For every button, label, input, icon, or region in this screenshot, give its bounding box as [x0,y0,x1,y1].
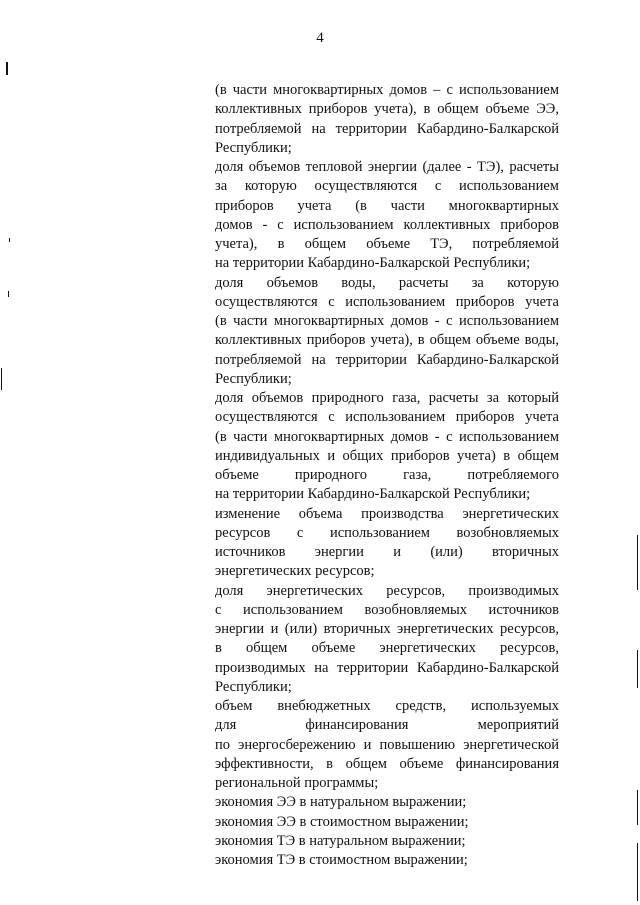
text-line: учета), в общем объеме ТЭ, потребляемой [215,236,559,252]
scan-mark [637,843,638,901]
text-line: Республики; [215,139,292,156]
text-line: экономия ТЭ в стоимостном выражении; [215,852,468,868]
text-line: осуществляются с использованием приборов учета [215,293,559,310]
text-line: домов - с использованием коллективных приборов [215,216,559,233]
scan-mark [1,368,2,390]
text-line: приборов учета (в части многоквартирных [215,197,559,214]
text-line: доля объемов природного газа, расчеты за который [215,390,559,406]
text-line: (в части многоквартирных домов – с использованием [215,82,559,98]
text-line: экономия ТЭ в натуральном выражении; [215,832,466,849]
scan-mark [8,291,9,297]
text-line: производимых на территории Кабардино-Балкарской [215,659,559,676]
scan-mark [637,535,638,590]
text-line: региональной программы; [215,775,379,791]
text-line: по энергосбережению и повышению энергетической [215,736,559,753]
text-line: экономия ЭЭ в натуральном выражении; [215,794,467,811]
text-line: (в части многоквартирных домов - с использованием [215,313,559,329]
text-line: Республики; [215,370,292,387]
scan-mark [637,790,638,825]
text-line: эффективности, в общем объеме финансирования [215,755,559,772]
scan-mark [637,650,638,688]
text-line: осуществляются с использованием приборов учета [215,409,559,426]
text-line: энергетических ресурсов; [215,563,375,580]
text-line: (в части многоквартирных домов - с использованием [215,428,559,445]
text-line: на территории Кабардино-Балкарской Республики; [215,255,531,272]
text-line: с использованием возобновляемых источников [215,601,559,618]
text-line: ресурсов с использованием возобновляемых [215,524,559,541]
text-line: за которую осуществляются с использованием [215,178,559,195]
text-line: доля объемов тепловой энергии (далее - ТЭ), расчеты [215,159,559,175]
text-line: на территории Кабардино-Балкарской Республики; [215,486,531,503]
text-line: доля объемов воды, расчеты за которую [215,274,559,291]
text-line: потребляемой на территории Кабардино-Балкарской [215,351,559,368]
scan-mark [6,62,8,75]
text-line: объем внебюджетных средств, используемых [215,698,559,714]
text-line: для финансирования мероприятий [215,717,559,734]
text-line: Республики; [215,678,292,695]
page-number: 4 [316,30,324,46]
text-line: коллективных приборов учета), в общем объеме воды, [215,332,559,349]
text-line: экономия ЭЭ в стоимостном выражении; [215,813,469,830]
text-line: источников энергии и (или) вторичных [215,544,559,560]
text-line: коллективных приборов учета), в общем объеме ЭЭ, [215,101,559,118]
text-line: потребляемой на территории Кабардино-Балкарской [215,120,559,137]
text-line: объеме природного газа, потребляемого [215,467,559,483]
scan-mark [9,238,10,242]
text-line: в общем объеме энергетических ресурсов, [215,640,559,657]
body-text [215,81,559,870]
text-line: доля энергетических ресурсов, производимых [215,582,559,599]
text-line: энергии и (или) вторичных энергетических ресурсов, [215,621,559,637]
text-line: изменение объема производства энергетических [215,505,559,522]
text-line: индивидуальных и общих приборов учета) в общем [215,447,559,464]
